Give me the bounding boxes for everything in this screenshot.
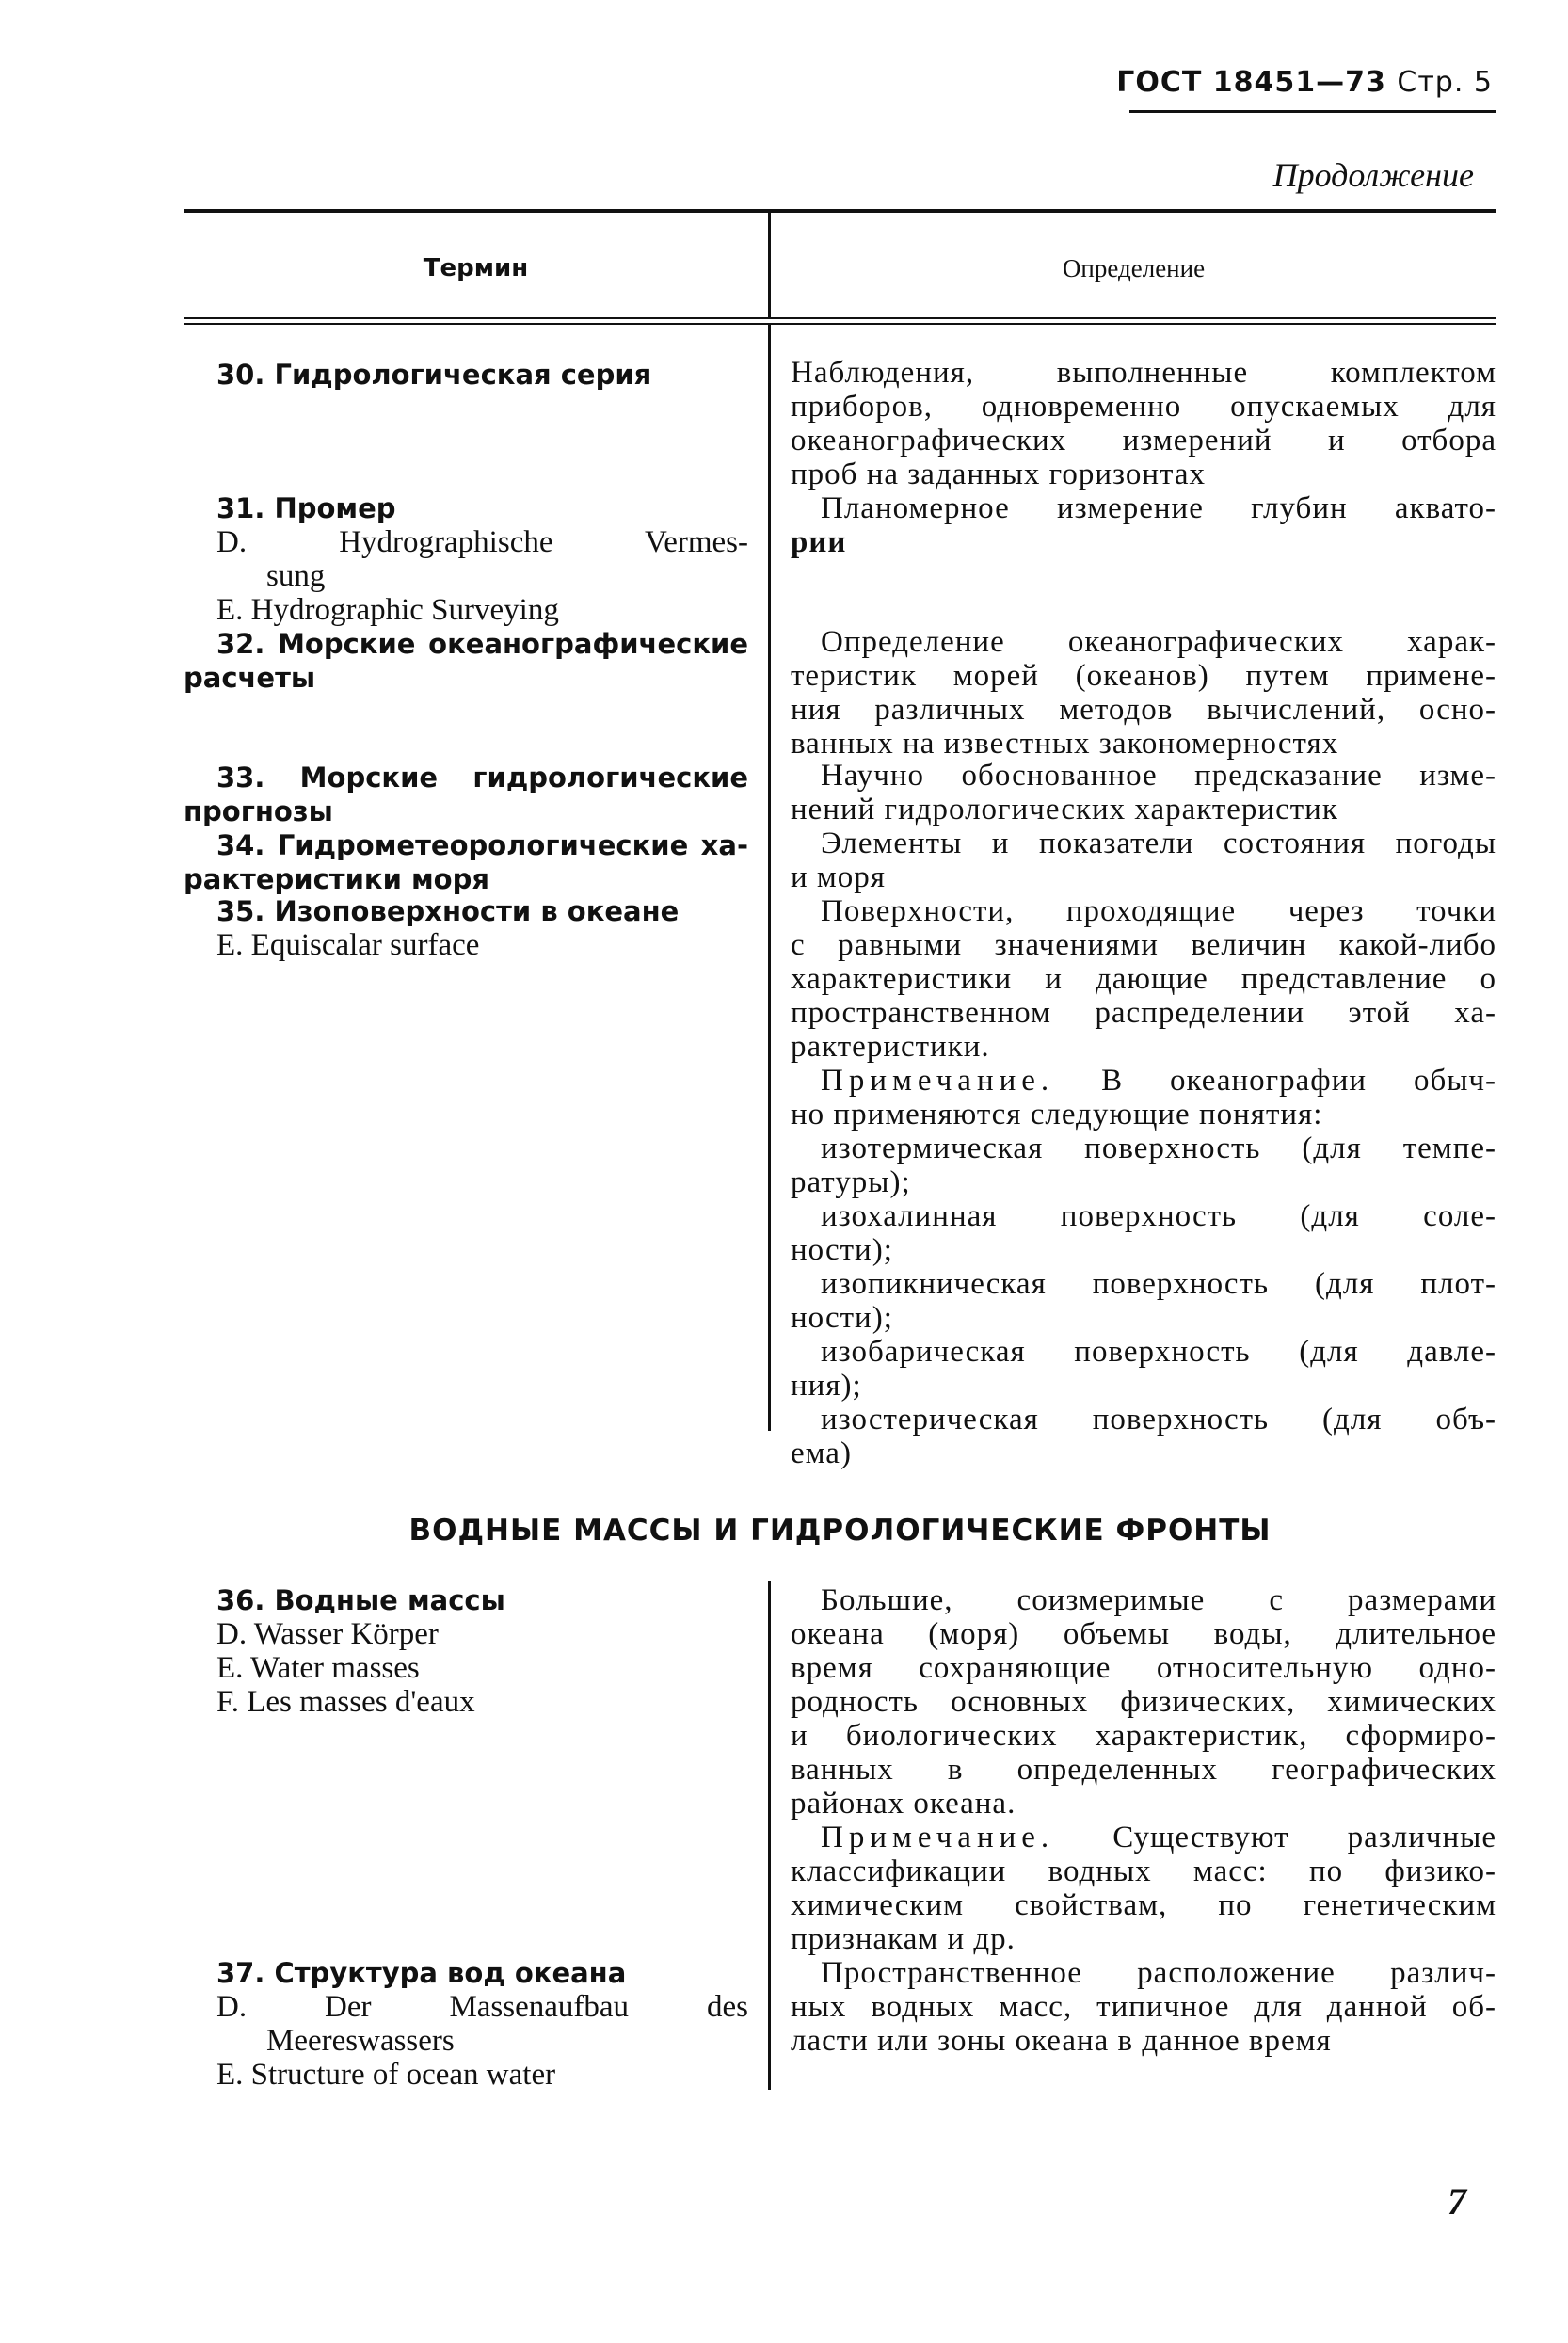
term-37: 37. Структура вод океана D. Der Massenaufbau des Meereswassers E. Structure of ocean water [184,1956,748,2092]
definition-31: Планомерное измерение глубин аквато- рии [791,491,1496,559]
page-label: Стр. 5 [1397,66,1493,99]
term-title: 31. Промер [216,492,396,524]
term-32: 32. Морские океанографические расчеты [184,628,748,694]
term-title: 36. Водные массы [216,1584,505,1616]
note-item: изобарическая поверхность (для давле- [821,1335,1496,1369]
note-item: изохалинная поверхность (для соле- [821,1199,1496,1233]
note: Примечание. Существуют различные [821,1821,1496,1854]
term-title: 35. Изоповерхности в океане [216,895,680,927]
table-header-rule-1 [184,317,1496,319]
column-header-terms: Термин [423,254,529,282]
section-title: ВОДНЫЕ МАССЫ И ГИДРОЛОГИЧЕСКИЕ ФРОНТЫ [408,1514,1272,1548]
definition-36: Большие, соизмеримые с размерами океана (моря) объемы воды, длительное время сохраняющие относительную одно- родность основных физических, химических и биологических характеристик, сформиро- ванных в определенных географических районах океана. Примечание. Существуют различные классификации водных масс: по физико- химическим свойствам, по генетическим признакам и др. [791,1583,1496,1956]
note-label: Примечание. [821,1064,1055,1098]
definition-33: Научно обоснованное предсказание изме- нений гидрологических характеристик [791,759,1496,826]
definition-32: Определение океанографических харак- теристик морей (океанов) путем примене- ния различных методов вычислений, осно- ванных на известных закономерностях [791,625,1496,761]
note-item: изопикническая поверхность (для плот- [821,1267,1496,1301]
term-31: 31. Промер D. Hydrographische Vermes- sung E. Hydrographic Surveying [184,491,748,627]
page-header [1116,66,1493,99]
term-33: 33. Морские гидрологические прогнозы [184,762,748,827]
term-title: 34. Гидрометеорологические ха- [216,829,748,861]
header-rule [1129,110,1496,113]
note-item: изотермическая поверхность (для темпе- [821,1131,1496,1165]
definition-35: Поверхности, проходящие через точки с равными значениями величин какой-либо характеристики и дающие представление о пространственном распределении этой ха- рактеристики. Примечание. В океанографии обыч- но применяются следующие понятия: изотермическая поверхность (для темпе- ратуры); изохалинная поверхность (для соле- ности); изопикническая поверхность (для плот- ности); изобарическая поверхность (для давле- ния); изостерическая поверхность (для объ- ема) [791,894,1496,1470]
page-number: 7 [1448,2180,1466,2223]
column-header-definition: Определение [1062,254,1206,282]
definition-30: Наблюдения, выполненные комплектом приборов, одновременно опускаемых для океанографических измерений и отбора проб на заданных горизонтах [791,356,1496,491]
definition-34: Элементы и показатели состояния погоды и моря [791,826,1496,894]
term-35: 35. Изоповерхности в океане E. Equiscalar surface [184,894,748,962]
note: Примечание. В океанографии обыч- [821,1064,1496,1098]
term-34: 34. Гидрометеорологические ха- рактеристики моря [184,829,748,895]
table-header-rule-2 [184,323,1496,325]
term-36: 36. Водные массы D. Wasser Körper E. Water masses F. Les masses d'eaux [184,1583,748,1719]
term-title: 33. Морские гидрологические [216,762,748,794]
column-divider [768,325,771,1431]
table-top-rule [184,209,1496,213]
note-label: Примечание. [821,1821,1055,1854]
column-divider-2 [768,1581,771,2090]
term-title: 37. Структура вод океана [216,1957,627,1989]
continuation-label: Продолжение [1272,156,1474,194]
note-item: изостерическая поверхность (для объ- [821,1403,1496,1436]
standard-number: ГОСТ 18451—73 [1116,66,1386,99]
term-30 [184,358,748,392]
term-title: 30. Гидрологическая серия [216,359,652,391]
term-title: 32. Морские океанографические [216,628,748,660]
definition-37: Пространственное расположение различ- ных водных масс, типичное для данной об- ласти или зоны океана в данное время [791,1956,1496,2058]
